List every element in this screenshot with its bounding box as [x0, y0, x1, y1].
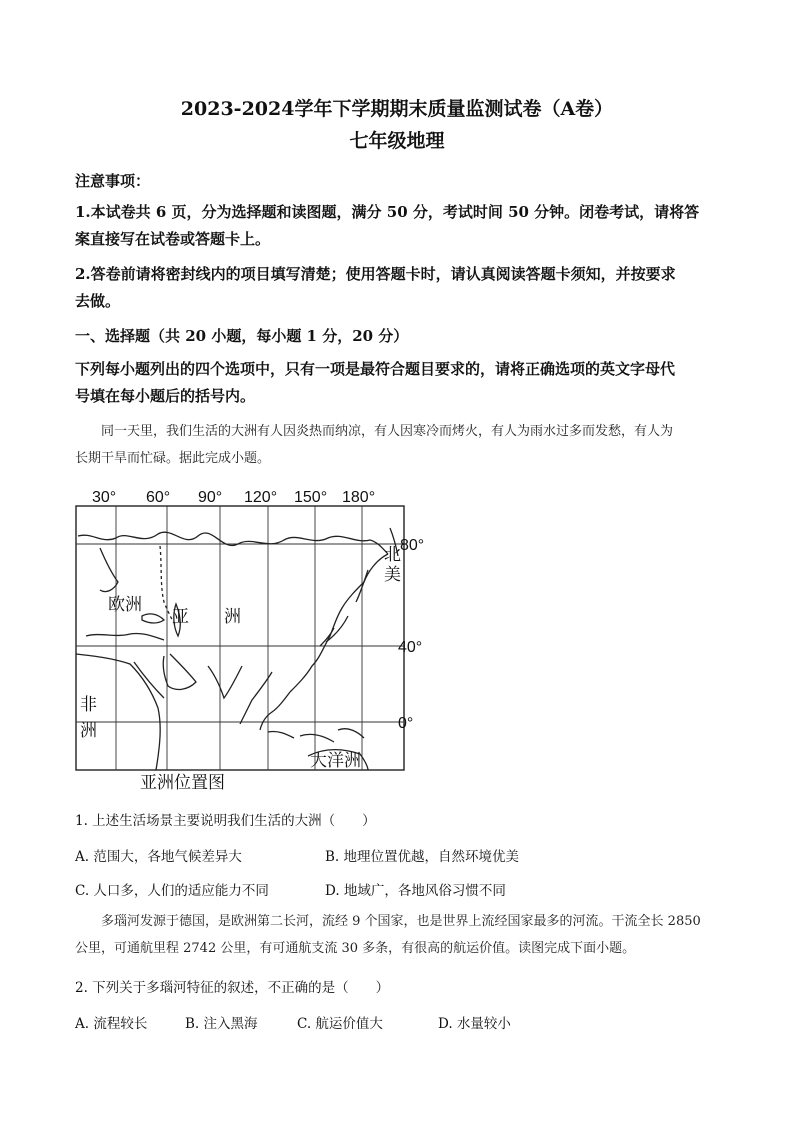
notice-item-2-line2: 去做。 — [75, 292, 121, 310]
notice-item-2 — [75, 261, 725, 315]
section-instructions — [75, 356, 725, 410]
japan — [320, 616, 348, 646]
label-africa-1: 非 — [80, 695, 97, 715]
question-2-option-c[interactable]: C. 航运价值大 — [297, 1016, 383, 1032]
question-1-option-a[interactable]: A. 范围大，各地气候差异大 — [75, 849, 242, 865]
question-2-option-b[interactable]: B. 注入黑海 — [185, 1016, 258, 1032]
lon-label-180: 180° — [342, 489, 376, 506]
lat-label-80: 80° — [400, 537, 425, 554]
asia-location-map — [72, 486, 442, 796]
arabia — [163, 654, 196, 689]
asia-east-coast — [290, 554, 388, 692]
label-africa-2: 洲 — [80, 721, 97, 741]
question-1-option-d[interactable]: D. 地域广，各地风俗习惯不同 — [325, 883, 506, 899]
notice-item-1-line2: 案直接写在试卷或答题卡上。 — [75, 230, 271, 248]
mediterranean — [86, 633, 164, 640]
passage-2 — [75, 908, 725, 962]
lat-label-40: 40° — [398, 639, 423, 656]
section-instructions-line2: 号填在每小题后的括号内。 — [75, 387, 256, 405]
map-grid — [76, 506, 404, 770]
eurasia-north-coast — [78, 532, 388, 554]
question-2-option-d[interactable]: D. 水量较小 — [438, 1016, 511, 1032]
lon-label-90: 90° — [198, 489, 223, 506]
passage-1-line2: 长期干旱而忙碌。据此完成小题。 — [75, 451, 271, 466]
question-2-option-a[interactable]: A. 流程较长 — [75, 1016, 148, 1032]
passage-2-line2: 公里，可通航里程 2742 公里，有可通航支流 30 多条，有很高的航运价值。读图完成下面小题。 — [75, 941, 636, 956]
indonesia — [268, 729, 364, 742]
label-north-america-1: 北 — [384, 545, 401, 565]
section-heading: 一、选择题（共 20 小题，每小题 1 分，20 分） — [75, 327, 409, 345]
red-sea — [134, 662, 164, 698]
label-asia-1: 亚 — [172, 607, 189, 627]
passage-2-line1: 多瑙河发源于德国，是欧洲第二长河，流经 9 个国家，也是世界上流经国家最多的河流。干流全长 2850 — [101, 914, 701, 929]
scandinavia — [100, 548, 118, 592]
notice-item-1 — [75, 199, 725, 253]
map-coastlines — [76, 528, 398, 770]
notice-heading: 注意事项： — [75, 172, 151, 190]
section-instructions-line1: 下列每小题列出的四个选项中，只有一项是最符合题目要求的，请将正确选项的英文字母代 — [75, 360, 676, 378]
lat-label-0: 0° — [398, 715, 414, 732]
lon-label-150: 150° — [294, 489, 328, 506]
se-asia — [260, 692, 290, 730]
lon-label-120: 120° — [244, 489, 278, 506]
passage-1-line1: 同一天里，我们生活的大洲有人因炎热而纳凉，有人因寒冷而烤火，有人为雨水过多而发愁，有人为 — [101, 424, 674, 439]
india — [208, 666, 242, 698]
question-1-option-b[interactable]: B. 地理位置优越，自然环境优美 — [325, 849, 520, 865]
label-asia-2: 洲 — [224, 607, 241, 627]
question-2-stem: 2. 下列关于多瑙河特征的叙述，不正确的是（ ） — [75, 980, 390, 996]
map-caption: 亚洲位置图 — [140, 773, 225, 793]
black-sea — [142, 614, 164, 623]
label-oceania: 大洋洲 — [310, 751, 361, 771]
notice-item-1-line1: 1.本试卷共 6 页，分为选择题和读图题，满分 50 分，考试时间 50 分钟。闭卷考试，请将答 — [75, 203, 700, 221]
label-north-america-2: 美 — [384, 565, 401, 585]
map-frame — [76, 506, 404, 770]
exam-subject: 七年级地理 — [349, 130, 445, 152]
lon-label-60: 60° — [146, 489, 171, 506]
exam-title: 2023-2024学年下学期期末质量监测试卷（A卷） — [180, 98, 614, 120]
question-1-stem: 1. 上述生活场景主要说明我们生活的大洲（ ） — [75, 813, 376, 829]
lon-label-30: 30° — [92, 489, 117, 506]
question-1-option-c[interactable]: C. 人口多，人们的适应能力不同 — [75, 883, 269, 899]
passage-1 — [75, 418, 725, 472]
label-europe: 欧洲 — [108, 595, 142, 615]
notice-item-2-line1: 2.答卷前请将密封线内的项目填写清楚；使用答题卡时，请认真阅读答题卡须知，并按要求 — [75, 265, 676, 283]
